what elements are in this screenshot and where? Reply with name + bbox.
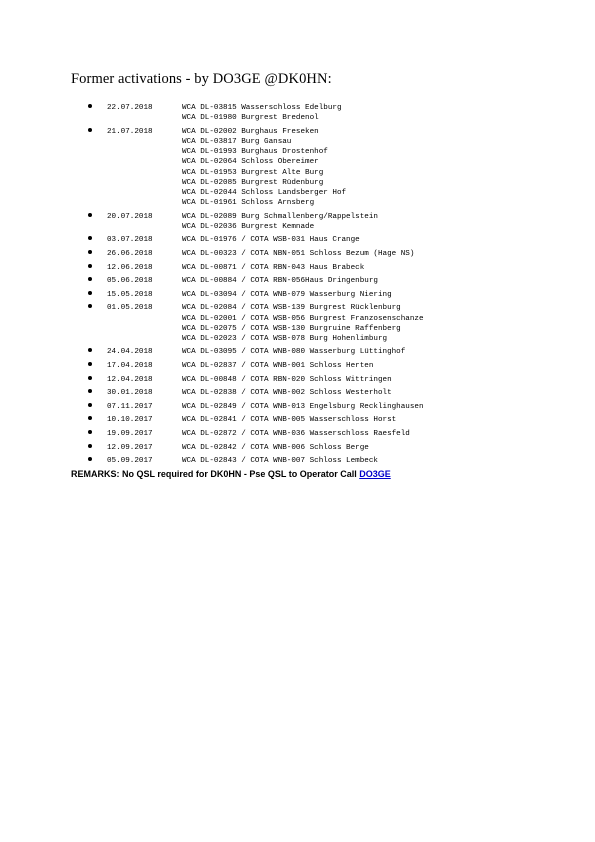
reference-line: WCA DL-02036 Burgrest Kemnade bbox=[182, 222, 315, 231]
activation-references bbox=[182, 263, 595, 273]
bullet-icon bbox=[88, 389, 92, 393]
activation-entry bbox=[0, 361, 595, 371]
activation-date: 12.09.2017 bbox=[107, 443, 153, 452]
activation-entry bbox=[0, 429, 595, 439]
activation-entry bbox=[0, 127, 595, 209]
activation-references bbox=[182, 375, 595, 385]
activation-date: 03.07.2018 bbox=[107, 236, 153, 245]
reference-line: WCA DL-02872 / COTA WNB-036 Wasserschloss Raesfeld bbox=[182, 429, 410, 438]
activation-references bbox=[182, 235, 595, 245]
activation-references bbox=[182, 212, 595, 232]
bullet-icon bbox=[88, 348, 92, 352]
reference-line: WCA DL-02084 / COTA WSB-139 Burgrest Rücklenburg bbox=[182, 304, 401, 313]
activation-references bbox=[182, 388, 595, 398]
bullet-icon bbox=[88, 236, 92, 240]
bullet-icon bbox=[88, 457, 92, 461]
bullet-icon bbox=[88, 213, 92, 217]
activation-date: 05.06.2018 bbox=[107, 277, 153, 286]
bullet-icon bbox=[88, 264, 92, 268]
reference-line: WCA DL-01980 Burgrest Bredenol bbox=[182, 114, 319, 123]
activation-date: 10.10.2017 bbox=[107, 416, 153, 425]
activation-references bbox=[182, 347, 595, 357]
activation-references bbox=[182, 127, 595, 209]
activation-date: 17.04.2018 bbox=[107, 362, 153, 371]
reference-line: WCA DL-00871 / COTA RBN-043 Haus Brabeck bbox=[182, 263, 365, 272]
reference-line: WCA DL-00884 / COTA RBN-056Haus Dringenburg bbox=[182, 277, 378, 286]
activation-date: 15.05.2018 bbox=[107, 290, 153, 299]
activation-references bbox=[182, 415, 595, 425]
activation-entry bbox=[0, 249, 595, 259]
bullet-icon bbox=[88, 403, 92, 407]
activation-entry bbox=[0, 212, 595, 232]
reference-line: WCA DL-02838 / COTA WNB-002 Schloss Westerholt bbox=[182, 389, 392, 398]
bullet-icon bbox=[88, 304, 92, 308]
bullet-icon bbox=[88, 250, 92, 254]
operator-call-link[interactable]: DO3GE bbox=[359, 469, 391, 479]
reference-line: WCA DL-01976 / COTA WSB-031 Haus Crange bbox=[182, 236, 360, 245]
activation-date: 22.07.2018 bbox=[107, 104, 153, 112]
activation-references bbox=[182, 249, 595, 259]
reference-line: WCA DL-02075 / COTA WSB-130 Burgruine Raffenberg bbox=[182, 324, 401, 333]
activation-entry bbox=[0, 402, 595, 412]
activation-date: 07.11.2017 bbox=[107, 402, 153, 411]
activation-references bbox=[182, 103, 595, 123]
activation-references bbox=[182, 456, 595, 466]
activation-references bbox=[182, 443, 595, 453]
bullet-icon bbox=[88, 104, 92, 108]
reference-line: WCA DL-03815 Wasserschloss Edelburg bbox=[182, 104, 342, 112]
reference-line: WCA DL-01953 Burgrest Alte Burg bbox=[182, 168, 324, 177]
reference-line: WCA DL-00323 / COTA NBN-051 Schloss Bezum (Hage NS) bbox=[182, 250, 415, 258]
activation-entry bbox=[0, 303, 595, 344]
activation-date: 21.07.2018 bbox=[107, 127, 153, 136]
activation-entry bbox=[0, 347, 595, 357]
reference-line: WCA DL-02085 Burgrest Rüdenburg bbox=[182, 178, 324, 187]
reference-line: WCA DL-03817 Burg Gansau bbox=[182, 137, 292, 146]
bullet-icon bbox=[88, 430, 92, 434]
reference-line: WCA DL-03094 / COTA WNB-079 Wasserburg Niering bbox=[182, 290, 392, 299]
remarks-text: REMARKS: No QSL required for DK0HN - Pse QSL to Operator Call bbox=[71, 469, 360, 479]
bullet-icon bbox=[88, 416, 92, 420]
activation-references bbox=[182, 402, 595, 412]
activation-entry bbox=[0, 375, 595, 385]
activation-references bbox=[182, 290, 595, 300]
reference-line: WCA DL-02064 Schloss Obereimer bbox=[182, 158, 319, 167]
activation-date: 05.09.2017 bbox=[107, 457, 153, 466]
activation-date: 20.07.2018 bbox=[107, 212, 153, 221]
bullet-icon bbox=[88, 277, 92, 281]
reference-line: WCA DL-02842 / COTA WNB-006 Schloss Berge bbox=[182, 443, 369, 452]
activation-date: 30.01.2018 bbox=[107, 389, 153, 398]
activation-entry bbox=[0, 103, 595, 123]
reference-line: WCA DL-02089 Burg Schmallenberg/Rappelstein bbox=[182, 212, 378, 221]
bullet-icon bbox=[88, 362, 92, 366]
activation-entry bbox=[0, 415, 595, 425]
activation-entry bbox=[0, 276, 595, 286]
bullet-icon bbox=[88, 444, 92, 448]
activation-date: 19.09.2017 bbox=[107, 429, 153, 438]
reference-line: WCA DL-01961 Schloss Arnsberg bbox=[182, 199, 315, 208]
reference-line: WCA DL-02843 / COTA WNB-007 Schloss Lembeck bbox=[182, 457, 378, 466]
reference-line: WCA DL-03095 / COTA WNB-080 Wasserburg Lüttinghof bbox=[182, 348, 406, 357]
activation-entry bbox=[0, 388, 595, 398]
activation-date: 12.06.2018 bbox=[107, 263, 153, 272]
activation-entry bbox=[0, 290, 595, 300]
bullet-icon bbox=[88, 128, 92, 132]
activation-entry bbox=[0, 263, 595, 273]
reference-line: WCA DL-00848 / COTA RBN-020 Schloss Wittringen bbox=[182, 375, 392, 384]
reference-line: WCA DL-01993 Burghaus Drostenhof bbox=[182, 148, 328, 157]
bullet-icon bbox=[88, 376, 92, 380]
bullet-icon bbox=[88, 291, 92, 295]
activation-references bbox=[182, 303, 595, 344]
reference-line: WCA DL-02023 / COTA WSB-078 Burg Hohenlimburg bbox=[182, 334, 388, 343]
activation-references bbox=[182, 429, 595, 439]
reference-line: WCA DL-02837 / COTA WNB-001 Schloss Herten bbox=[182, 362, 374, 371]
activation-list bbox=[0, 103, 595, 466]
reference-line: WCA DL-02044 Schloss Landsberger Hof bbox=[182, 188, 347, 197]
activation-entry bbox=[0, 443, 595, 453]
activation-references bbox=[182, 276, 595, 286]
activation-date: 24.04.2018 bbox=[107, 348, 153, 357]
activation-date: 26.06.2018 bbox=[107, 250, 153, 258]
activation-entry bbox=[0, 235, 595, 245]
activation-entry bbox=[0, 456, 595, 466]
reference-line: WCA DL-02002 Burghaus Freseken bbox=[182, 127, 319, 136]
reference-line: WCA DL-02849 / COTA WNB-013 Engelsburg Recklinghausen bbox=[182, 402, 424, 411]
remarks bbox=[71, 469, 391, 479]
activation-date: 12.04.2018 bbox=[107, 375, 153, 384]
activation-date: 01.05.2018 bbox=[107, 304, 153, 313]
page-title: Former activations - by DO3GE @DK0HN: bbox=[71, 71, 332, 87]
reference-line: WCA DL-02001 / COTA WSB-056 Burgrest Franzosenschanze bbox=[182, 314, 424, 323]
activation-references bbox=[182, 361, 595, 371]
reference-line: WCA DL-02841 / COTA WNB-005 Wasserschloss Horst bbox=[182, 416, 397, 425]
